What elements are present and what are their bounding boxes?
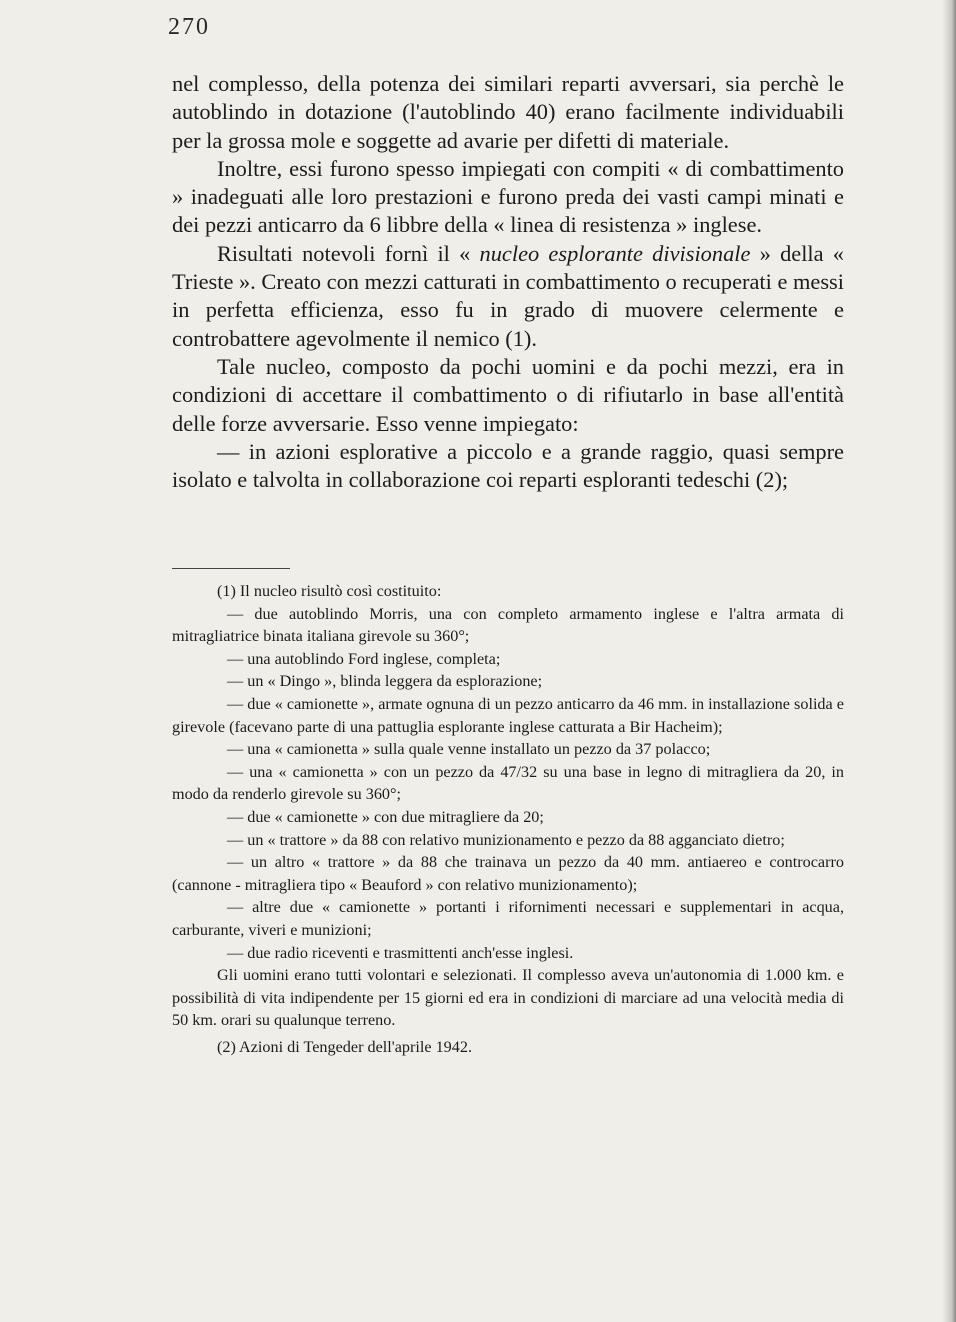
- page-number: 270: [168, 14, 210, 40]
- footnote-list-item: — altre due « camionette » portanti i rifornimenti necessari e supplementari in acqua, carburante, viveri e munizioni;: [172, 898, 844, 939]
- paragraph-3-start: Risultati notevoli fornì il «: [217, 240, 480, 266]
- paragraph-3-italic-term: nucleo esplorante divisionale: [479, 240, 751, 266]
- footnote-list-item: — un altro « trattore » da 88 che trainava un pezzo da 40 mm. antiaereo e controcarro (cannone - mitragliera tipo « Beauford » con relativo munizionamento);: [172, 853, 844, 894]
- footnote-2: (2) Azioni di Tengeder dell'aprile 1942.: [217, 1037, 473, 1056]
- paragraph-4: Tale nucleo, composto da pochi uomini e da pochi mezzi, era in condizioni di accettare il combattimento o di rifiutarlo in base all'entità delle forze avversarie. Esso venne impiegato:: [172, 353, 844, 436]
- footnote-list-item: — due radio riceventi e trasmittenti anch'esse inglesi.: [227, 943, 574, 962]
- footnote-list-item: — due autoblindo Morris, una con completo armamento inglese e l'altra armata di mitragliatrice binata italiana girevole su 360°;: [172, 604, 844, 646]
- paragraph-1: nel complesso, della potenza dei similari reparti avversari, sia perchè le autoblindo in dotazione (l'autoblindo 40) erano facilmente individuabili per la grossa mole e soggette ad avarie per difetti di materiale.: [172, 71, 844, 153]
- paragraph-2: Inoltre, essi furono spesso impiegati con compiti « di combattimento » inadeguati alle loro prestazioni e furono preda dei vasti campi minati e dei pezzi anticarro da 6 libbre della « linea di resistenza » inglese.: [172, 155, 844, 238]
- footnote-list-item: — una « camionetta » sulla quale venne installato un pezzo da 37 polacco;: [227, 740, 711, 759]
- footnote-list-item: — una autoblindo Ford inglese, completa;: [227, 649, 501, 668]
- footnote-1-closing: Gli uomini erano tutti volontari e selezionati. Il complesso aveva un'autonomia di 1.000 km. e possibilità di vita indipendente per 15 giorni ed era in condizioni di marciare ad una velocità media di 50 km. orari su qualunque terreno.: [172, 966, 844, 1030]
- footnote-separator: [172, 568, 290, 569]
- footnote-list-item: — una « camionetta » con un pezzo da 47/32 su una base in legno di mitragliera da 20, in modo da renderlo girevole su 360°;: [172, 762, 844, 804]
- footnote-list-item: — due « camionette », armate ognuna di un pezzo anticarro da 46 mm. in installazione solida e girevole (facevano parte di una pattuglia esplorante inglese catturata a Bir Hacheim);: [172, 694, 844, 736]
- footnote-list-item: — un « Dingo », blinda leggera da esplorazione;: [227, 672, 543, 691]
- paragraph-3: [172, 240, 844, 353]
- main-text: [172, 70, 844, 494]
- footnote-list-item: — due « camionette » con due mitragliere da 20;: [227, 807, 544, 826]
- paragraph-3-rest: » della « Trieste ». Creato con mezzi catturati in combattimento o recuperati e messi in perfetta efficienza, esso fu in grado di muovere celermente e controbattere agevolmente il nemico (1).: [172, 240, 844, 351]
- footnotes: [172, 580, 844, 1058]
- footnote-1-intro: (1) Il nucleo risultò così costituito:: [217, 582, 442, 600]
- footnote-list-item: — un « trattore » da 88 con relativo munizionamento e pezzo da 88 agganciato dietro;: [227, 830, 785, 849]
- page-edge-shadow: [942, 0, 956, 1322]
- paragraph-5-list-item: — in azioni esplorative a piccolo e a grande raggio, quasi sempre isolato e talvolta in collaborazione coi reparti esploranti tedeschi (2);: [172, 438, 844, 493]
